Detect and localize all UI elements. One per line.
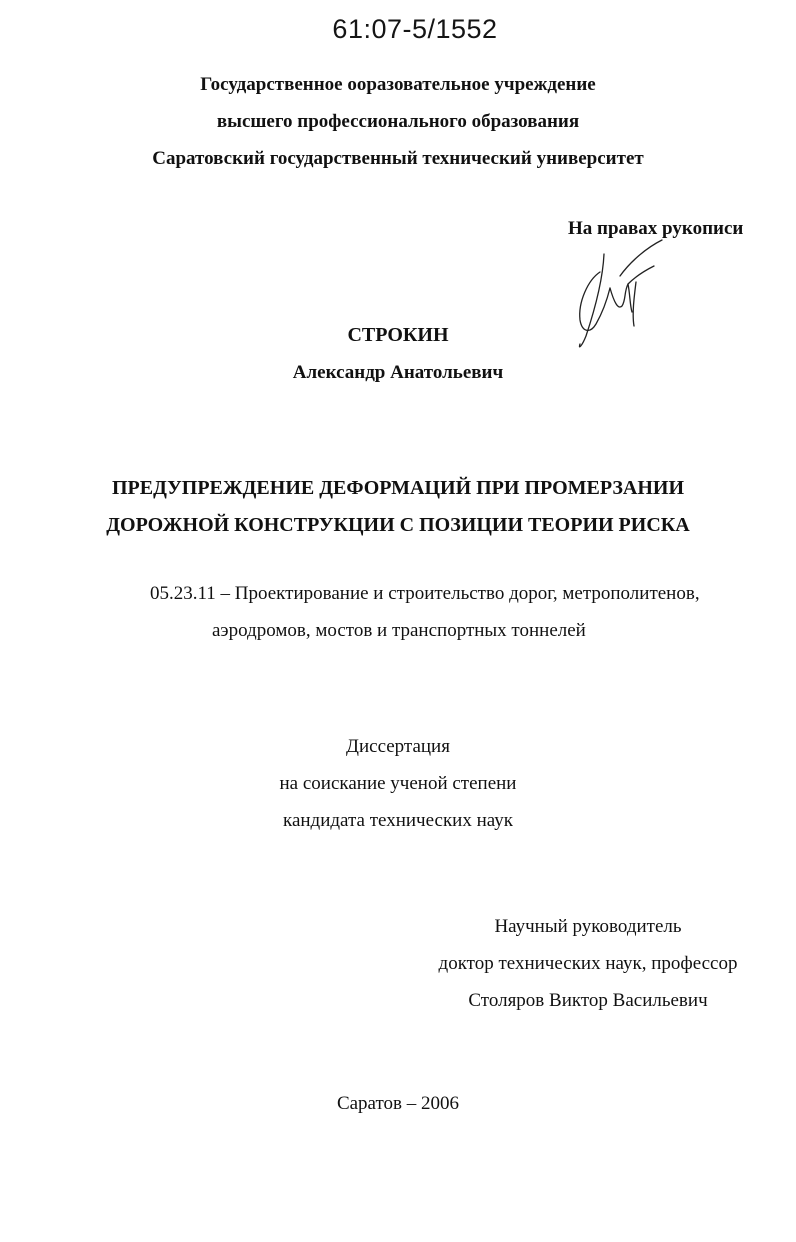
thesis-type-block	[0, 728, 796, 839]
city-year: Саратов – 2006	[336, 1093, 460, 1114]
supervisor-role: Научный руководитель	[494, 916, 682, 937]
thesis-title-line-2: ДОРОЖНОЙ КОНСТРУКЦИИ С ПОЗИЦИИ ТЕОРИИ РИСКА	[106, 514, 690, 536]
thesis-type-line-1: Диссертация	[346, 736, 450, 757]
specialty-line-1: 05.23.11 – Проектирование и строительство дорог, метрополитенов,	[150, 583, 700, 604]
thesis-type-line-3: кандидата технических наук	[283, 810, 513, 831]
specialty-line-2: аэродромов, мостов и транспортных тоннелей	[212, 620, 586, 641]
supervisor-block	[420, 908, 756, 1019]
author-surname: СТРОКИН	[347, 324, 449, 346]
organization-block	[0, 66, 796, 177]
organization-line-2: высшего профессионального образования	[216, 111, 580, 132]
catalog-number: 61:07-5/1552	[332, 14, 498, 44]
thesis-type-line-2: на соискание ученой степени	[279, 773, 517, 794]
organization-line-1: Государственное ооразовательное учреждение	[200, 74, 596, 95]
thesis-title-line-1: ПРЕДУПРЕЖДЕНИЕ ДЕФОРМАЦИЙ ПРИ ПРОМЕРЗАНИИ	[111, 477, 685, 499]
supervisor-degree: доктор технических наук, профессор	[438, 953, 738, 974]
author-full-name: Александр Анатольевич	[292, 362, 504, 383]
supervisor-name: Столяров Виктор Васильевич	[468, 990, 708, 1011]
organization-line-3: Саратовский государственный технический университет	[152, 148, 644, 169]
manuscript-rights: На правах рукописи	[568, 218, 744, 239]
thesis-title	[0, 470, 796, 544]
